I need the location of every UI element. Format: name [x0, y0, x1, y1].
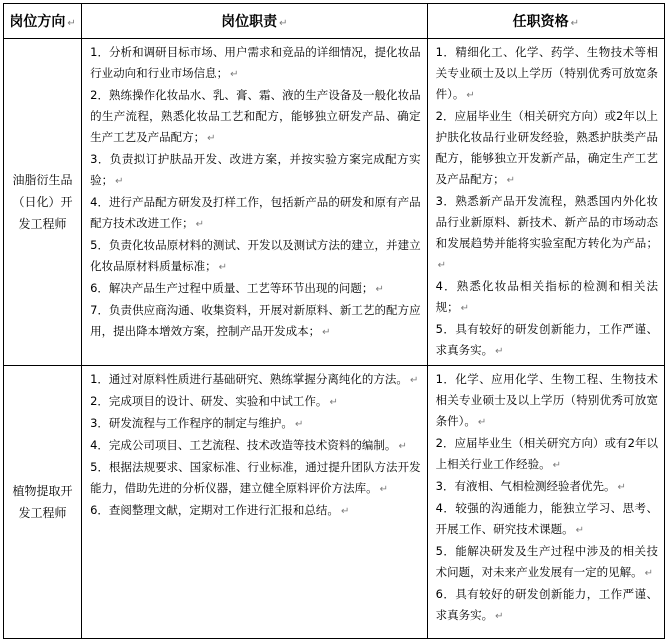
list-item [436, 476, 658, 498]
table-row [4, 366, 665, 639]
duties-list [82, 366, 427, 525]
paragraph-mark-icon: ↵ [437, 260, 447, 271]
list-item [90, 300, 421, 343]
header-requirements [427, 4, 664, 39]
header-row [4, 4, 665, 39]
duties-cell [82, 366, 428, 639]
list-item [90, 149, 421, 192]
list-item-text: 4．较强的沟通能力，能独立学习、思考、开展工作、研究技术课题。 [435, 501, 658, 536]
requirements-cell [427, 39, 664, 366]
list-item [436, 319, 658, 362]
paragraph-mark-icon: ↵ [67, 18, 76, 29]
header-position [4, 4, 82, 39]
paragraph-mark-icon: ↵ [570, 18, 579, 29]
paragraph-mark-icon: ↵ [460, 303, 470, 314]
list-item [436, 584, 658, 627]
header-duties-label: 岗位职责 [221, 14, 278, 30]
list-item-text: 3．负责拟订护肤品开发、改进方案，并按实验方案完成配方实验； [90, 152, 421, 187]
paragraph-mark-icon: ↵ [506, 175, 516, 186]
list-item-text: 2．应届毕业生（相关研究方向）或有2年以上相关行业工作经验。 [435, 436, 658, 471]
position-cell [4, 366, 82, 639]
list-item [90, 42, 421, 85]
list-item [90, 500, 421, 522]
requirements-list [428, 366, 664, 630]
list-item [90, 457, 421, 500]
list-item-text: 7．负责供应商沟通、收集资料，开展对新原料、新工艺的配方应用，提出降本增效方案，控制产品开发成本； [90, 303, 421, 338]
paragraph-mark-icon: ↵ [495, 611, 504, 622]
list-item [90, 192, 421, 235]
paragraph-mark-icon: ↵ [617, 482, 626, 493]
header-duties [82, 4, 428, 39]
list-item-text: 1．分析和调研目标市场、用户需求和竞品的详细情况，提化妆品行业动向和行业市场信息； [90, 45, 421, 80]
paragraph-mark-icon: ↵ [398, 441, 407, 452]
list-item-text: 5．根据法规要求、国家标准、行业标准，通过提升团队方法开发能力，借助先进的分析仪器，建立健全原料评价方法库。 [90, 460, 421, 495]
list-item-text: 2．完成项目的设计、研发、实验和中试工作。 [90, 394, 328, 408]
list-item-text: 2．应届毕业生（相关研究方向）或2年以上护肤化妆品行业研发经验，熟悉护肤类产品配方，能够独立开发新产品，确定生产工艺及产品配方； [435, 109, 658, 186]
list-item [90, 435, 421, 457]
paragraph-mark-icon: ↵ [329, 397, 338, 408]
list-item-text: 1．通过对原料性质进行基础研究、熟练掌握分离纯化的方法。 [90, 372, 408, 386]
paragraph-mark-icon: ↵ [294, 419, 304, 430]
list-item [436, 369, 658, 433]
paragraph-mark-icon: ↵ [477, 417, 487, 428]
list-item-text: 5．具有较好的研发创新能力，工作严谨、求真务实。 [435, 322, 658, 357]
paragraph-mark-icon: ↵ [375, 284, 384, 295]
list-item [90, 413, 421, 435]
list-item [436, 498, 658, 541]
paragraph-mark-icon: ↵ [575, 525, 585, 536]
paragraph-mark-icon: ↵ [340, 506, 350, 517]
list-item [90, 235, 421, 278]
list-item-text: 6．具有较好的研发创新能力，工作严谨、求真务实。 [435, 587, 658, 622]
paragraph-mark-icon: ↵ [322, 327, 331, 338]
duties-cell [82, 39, 428, 366]
header-position-label: 岗位方向 [9, 14, 66, 30]
list-item-text: 2．熟练操作化妆品水、乳、膏、霜、液的生产设备及一般化妆品的生产流程，熟悉化妆品工艺和配方，能够独立研发产品、确定生产工艺及产品配方； [90, 88, 421, 144]
list-item-text: 3．熟悉新产品开发流程，熟悉国内外化妆品行业新原料、新技术、新产品的市场动态和发展趋势并能将实验室配方转化为产品； [435, 194, 658, 250]
header-requirements-label: 任职资格 [512, 14, 569, 30]
paragraph-mark-icon: ↵ [644, 568, 654, 579]
list-item [436, 433, 658, 476]
paragraph-mark-icon: ↵ [207, 133, 216, 144]
list-item-text: 3．有液相、气相检测经验者优先。 [435, 479, 616, 493]
position-title: 植物提取开发工程师 [12, 484, 73, 520]
position-cell [4, 39, 82, 366]
list-item-text: 4．进行产品配方研发及打样工作，包括新产品的研发和原有产品配方技术改进工作； [90, 195, 421, 230]
list-item-text: 6．解决产品生产过程中质量、工艺等环节出现的问题； [90, 281, 374, 295]
list-item [436, 42, 658, 106]
requirements-cell [427, 366, 664, 639]
paragraph-mark-icon: ↵ [466, 90, 475, 101]
list-item [436, 276, 658, 319]
list-item-text: 3．研发流程与工作程序的制定与维护。 [90, 416, 293, 430]
list-item-text: 1．精细化工、化学、药学、生物技术等相关专业硕士及以上学历（特别优秀可放宽条件）。 [435, 45, 658, 101]
paragraph-mark-icon: ↵ [552, 460, 562, 471]
list-item-text: 1．化学、应用化学、生物工程、生物技术相关专业硕士及以上学历（特别优秀可放宽条件）。 [435, 372, 658, 428]
table-row [4, 39, 665, 366]
paragraph-mark-icon: ↵ [115, 176, 124, 187]
paragraph-mark-icon: ↵ [379, 484, 388, 495]
list-item-text: 5．负责化妆品原材料的测试、开发以及测试方法的建立，并建立化妆品原材料质量标准； [90, 238, 421, 273]
list-item [436, 541, 658, 584]
list-item [90, 85, 421, 149]
list-item [90, 391, 421, 413]
list-item-text: 6．查阅整理文献，定期对工作进行汇报和总结。 [90, 503, 339, 517]
requirements-list [428, 39, 664, 365]
job-positions-table [3, 3, 665, 639]
list-item-text: 4．熟悉化妆品相关指标的检测和相关法规； [435, 279, 658, 314]
list-item-text: 5．能解决研发及生产过程中涉及的相关技术问题，对未来产业发展有一定的见解。 [435, 544, 658, 579]
paragraph-mark-icon: ↵ [230, 69, 239, 80]
list-item [90, 369, 421, 391]
paragraph-mark-icon: ↵ [218, 262, 227, 273]
paragraph-mark-icon: ↵ [279, 18, 288, 29]
list-item [436, 106, 658, 191]
list-item-text: 4．完成公司项目、工艺流程、技术改造等技术资料的编制。 [90, 438, 397, 452]
position-title: 油脂衍生品（日化）开发工程师 [12, 173, 73, 231]
paragraph-mark-icon: ↵ [195, 219, 204, 230]
duties-list [82, 39, 427, 346]
list-item [90, 278, 421, 300]
paragraph-mark-icon: ↵ [495, 346, 504, 357]
paragraph-mark-icon: ↵ [409, 375, 419, 386]
list-item [436, 191, 658, 276]
